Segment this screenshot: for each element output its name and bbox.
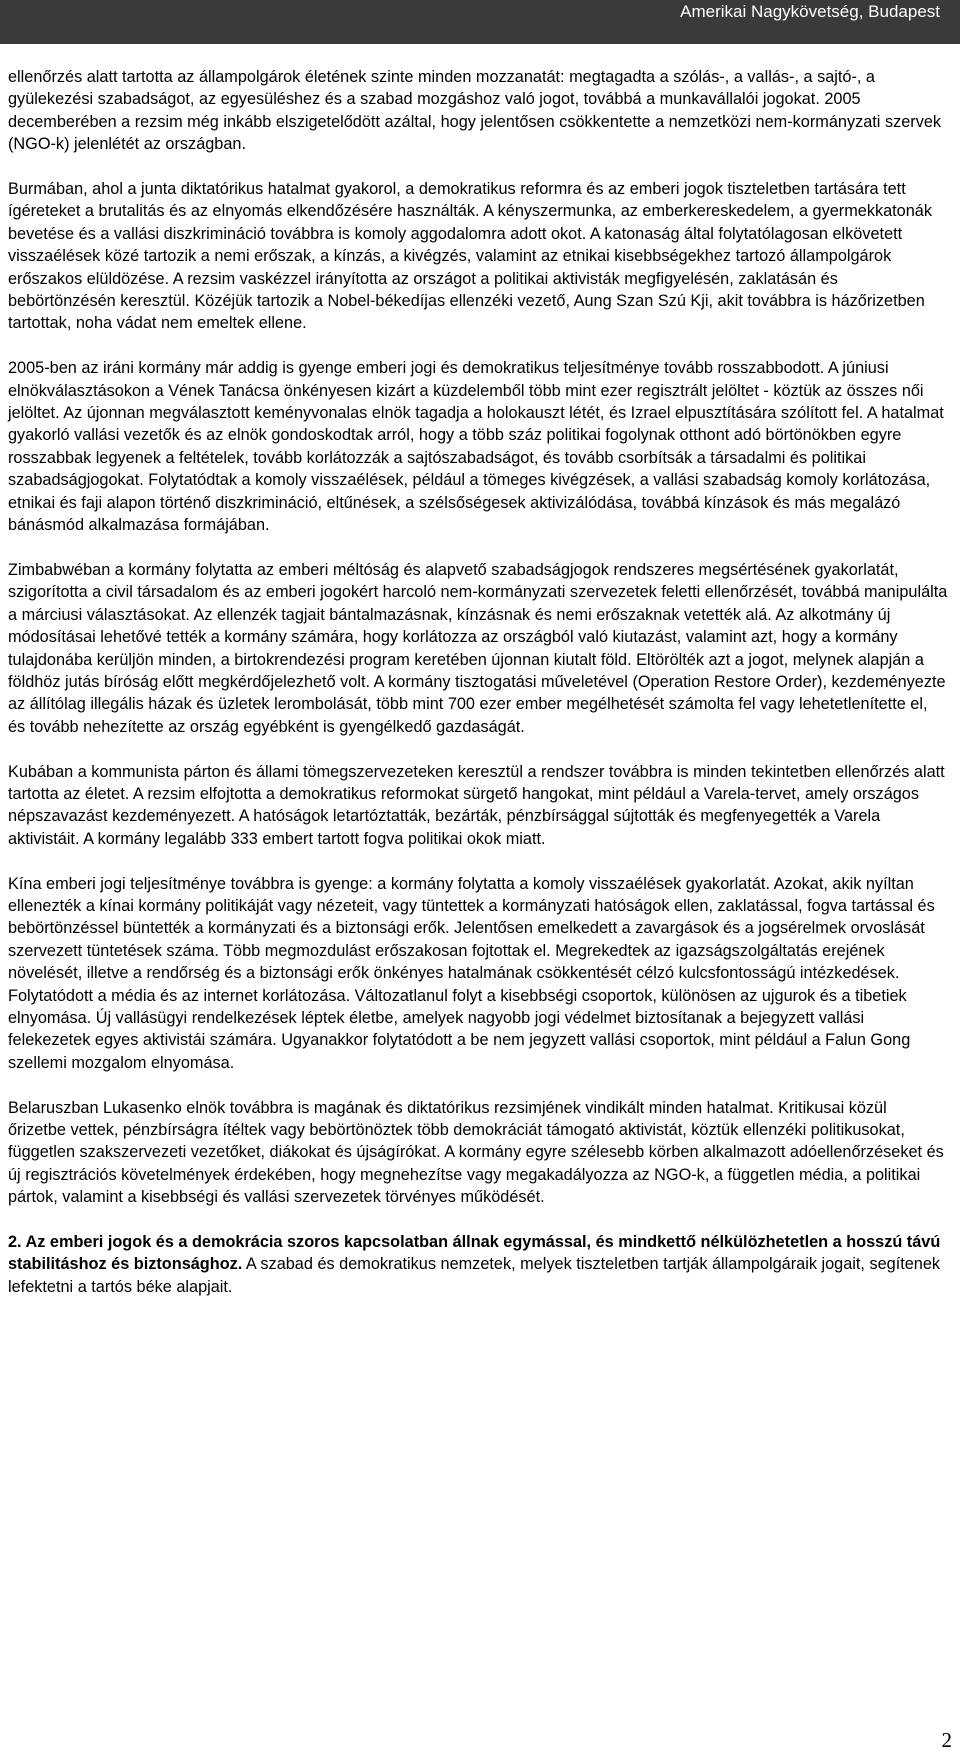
- section-2-heading: 2. Az emberi jogok és a demokrácia szoros kapcsolatban állnak egymással, és mindkettő nélkülözhetetlen a hosszú távú stabilitáshoz és biztonsághoz.: [8, 1233, 941, 1274]
- header-title: Amerikai Nagykövetség, Budapest: [680, 2, 940, 21]
- section-2-text: A szabad és demokratikus nemzetek, melyek tiszteletben tartják állampolgáraik jogait, segítenek lefektetni a tartós béke alapjait.: [8, 1255, 941, 1296]
- paragraph-iran: 2005-ben az iráni kormány már addig is gyenge emberi jogi és demokratikus teljesítménye tovább rosszabbodott. A júniusi elnökválasztásokon a Vének Tanácsa önkényesen kizárt a küzdelemből több mint ezer regisztrált jelöltet - köztük az összes női jelöltet. Az újonnan megválasztott keményvonalas elnök tagadja a holokauszt létét, és Izrael elpusztítására szólított fel. A hatalmat gyakorló vallási vezetők és az elnök gondoskodtak arról, hogy a több száz politikai fogolynak otthont adó börtönökben egyre rosszabbak legyenek a feltételek, tovább korlátozzák a sajtószabadságot, és tovább csorbítsák a társadalmi és politikai szabadságjogokat. Folytatódtak a komoly visszaélések, például a tömeges kivégzések, a vallási szabadság komoly korlátozása, etnikai és faji alapon történő diszkrimináció, eltűnések, a szélsőségesek aktivizálódása, továbbá kínzások és más megalázó bánásmód alkalmazása formájában.: [8, 359, 944, 535]
- paragraph-cuba: Kubában a kommunista párton és állami tömegszervezeteken keresztül a rendszer továbbra is minden tekintetben ellenőrzés alatt tartotta az életet. A rezsim elfojtotta a demokratikus reformokat sürgető hangokat, mint például a Varela-tervet, amely országos népszavazást kezdeményezett. A hatóságok letartóztatták, bezárták, pénzbírsággal sújtották és megfenyegették a Varela aktivistáit. A kormány legalább 333 embert tartott fogva politikai okok miatt.: [8, 762, 945, 848]
- paragraph-china: Kína emberi jogi teljesítménye továbbra is gyenge: a kormány folytatta a komoly visszaélések gyakorlatát. Azokat, akik nyíltan ellenezték a kínai kormány politikáját vagy nézeteit, vagy tüntettek a kormányzati hatóságok ellen, zaklatással, fogva tartással és bebörtönzéssel büntették a kormányzati és a biztonsági erők. Jelentősen emelkedett a zavargások és a jogsérelmek orvoslását szervezett tüntetések száma. Több megmozdulást erőszakosan fojtottak el. Megrekedtek az igazságszolgáltatás erejének növelését, illetve a rendőrség és a biztonsági erők önkényes hatalmának csökkentését célzó kulcsfontosságú intézkedések. Folytatódott a média és az internet korlátozása. Változatlanul folyt a kisebbségi csoportok, különösen az ujgurok és a tibetiek elnyomása. Új vallásügyi rendelkezések léptek életbe, amelyek nagyobb jogi védelmet biztosítanak a bejegyzett vallási felekezetek egyes aktivistái számára. Ugyanakkor folytatódott a be nem jegyzett vallási csoportok, mint például a Falun Gong szellemi mozgalom elnyomása.: [8, 874, 935, 1072]
- paragraph-section-2: [8, 1231, 948, 1298]
- page-number: 2: [941, 1728, 952, 1752]
- paragraph-zimbabwe: Zimbabwéban a kormány folytatta az emberi méltóság és alapvető szabadságjogok rendszeres megsértésének gyakorlatát, szigorította a civil társadalom és az emberi jogokért harcoló nem-kormányzati szervezetek feletti ellenőrzését, továbbá manipulálta a márciusi választásokat. Az ellenzék tagjait bántalmazásnak, kínzásnak és nemi erőszaknak vetették alá. Az alkotmány új módosításai lehetővé tették a kormány számára, hogy korlátozza az országból való kiutazást, valamint azt, hogy a kormány tulajdonába kerüljön minden, a birtokrendezési program keretében újonnan kiutalt föld. Eltörölték azt a jogot, melynek alapján a földhöz jutás bíróság előtt megkérdőjelezhető volt. A kormány tisztogatási műveletével (Operation Restore Order), kezdeményezte az állítólag illegális házak és üzletek lerombolását, több mint 700 ezer ember megélhetését számolta fel vagy lehetetlenítette el, és tovább nehezítette az ország egyébként is gyengélkedő gazdaságát.: [8, 560, 948, 736]
- paragraph-korea: ellenőrzés alatt tartotta az állampolgárok életének szinte minden mozzanatát: megtagadta a szólás-, a vallás-, a sajtó-, a gyülekezési szabadságot, az egyesüléshez és a szabad mozgáshoz való jogot, továbbá a munkavállalói jogokat. 2005 decemberében a rezsim még inkább elszigetelődött azáltal, hogy jelentősen csökkentette a nemzetközi nem-kormányzati szervek (NGO-k) jelenlétét az országban.: [8, 68, 942, 154]
- paragraph-belarus: Belaruszban Lukasenko elnök továbbra is magának és diktatórikus rezsimjének vindikált minden hatalmat. Kritikusai közül őrizetbe vettek, pénzbírságra ítéltek vagy bebörtönöztek több demokráciát támogató aktivistát, köztük ellenzéki politikusokat, független szakszervezeti vezetőket, diákokat és újságírókat. A kormány egyre szélesebb körben alkalmazott adóellenőrzéseket és új regisztrációs követelmények érdekében, hogy megnehezítse vagy megakadályozza az NGO-k, a független média, a politikai pártok, valamint a kisebbségi és vallási szervezetek törvényes működését.: [8, 1098, 944, 1207]
- paragraph-burma: Burmában, ahol a junta diktatórikus hatalmat gyakorol, a demokratikus reformra és az emberi jogok tiszteletben tartására tett ígéreteket a brutalitás és az elnyomás elkendőzésére használták. A kényszermunka, az emberkereskedelem, a gyermekkatonák bevetése és a vallási diszkrimináció továbbra is komoly aggodalomra adott okot. A katonaság által folytatólagosan elkövetett visszaélések közé tartozik a nemi erőszak, a kínzás, a kivégzés, valamint az etnikai kisebbségekhez tartozó állampolgárok erőszakos elüldözése. A rezsim vaskézzel irányította az országot a politikai aktivisták megfigyelésén, zaklatásán és bebörtönzésén keresztül. Közéjük tartozik a Nobel-békedíjas ellenzéki vezető, Aung Szan Szú Kji, akit továbbra is házőrizetben tartottak, noha vádat nem emeltek ellene.: [8, 180, 932, 333]
- document-body: [8, 66, 948, 1321]
- header-bar: [0, 0, 960, 44]
